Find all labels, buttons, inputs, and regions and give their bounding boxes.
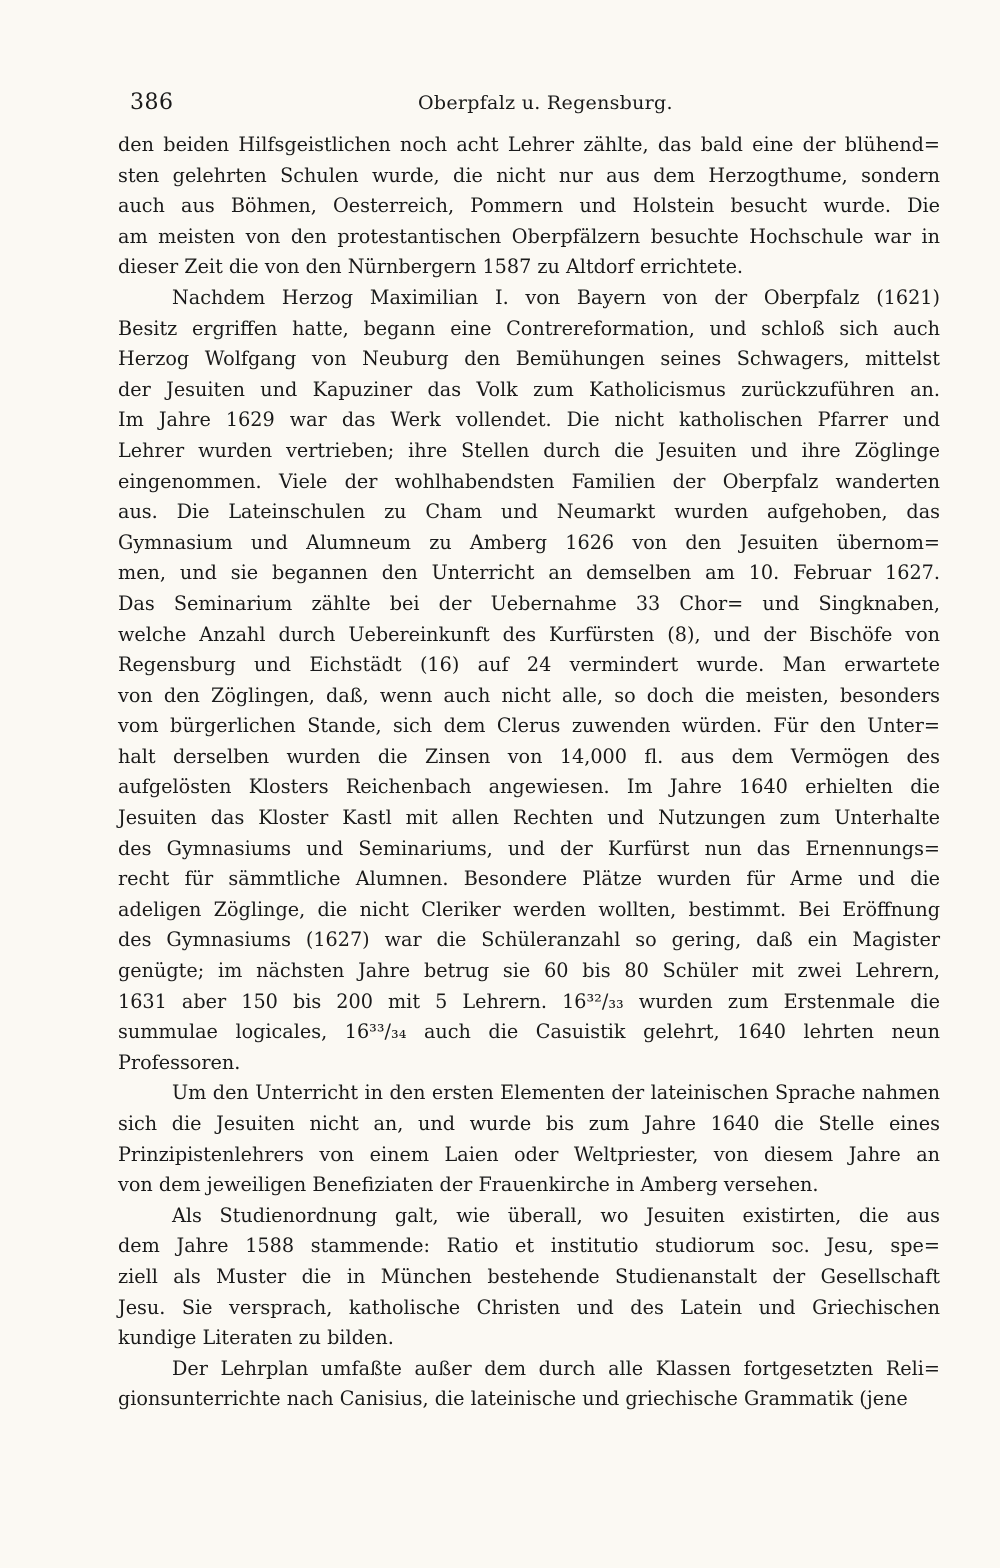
text-line: von dem jeweiligen Benefiziaten der Frauenkirche in Amberg versehen. [118, 1173, 819, 1197]
text-line: Professoren. [118, 1050, 241, 1074]
running-title: Oberpfalz u. Regensburg. [418, 92, 673, 114]
text-line: gionsunterrichte nach Canisius, die lateinische und griechische Grammatik (jene [118, 1387, 908, 1411]
text-line: sten gelehrten Schulen wurde, die nicht nur aus dem Herzogthume, sondern [118, 163, 940, 187]
text-line: Der Lehrplan umfaßte außer dem durch alle Klassen fortgesetzten Reli= [172, 1356, 940, 1380]
text-line: halt derselben wurden die Zinsen von 14,000 fl. aus dem Vermögen des [118, 744, 940, 768]
body-text [118, 130, 940, 1415]
text-line: Prinzipistenlehrers von einem Laien oder Weltpriester, von diesem Jahre an [118, 1142, 940, 1166]
paragraph [118, 1354, 940, 1415]
text-line: Im Jahre 1629 war das Werk vollendet. Die nicht katholischen Pfarrer und [118, 408, 940, 432]
text-line: Nachdem Herzog Maximilian I. von Bayern von der Oberpfalz (1621) [172, 285, 940, 309]
text-line: des Gymnasiums (1627) war die Schüleranzahl so gering, daß ein Magister [118, 928, 940, 952]
text-line: Das Seminarium zählte bei der Uebernahme 33 Chor= und Singknaben, [118, 591, 940, 615]
text-line: aufgelösten Klosters Reichenbach angewiesen. Im Jahre 1640 erhielten die [118, 775, 940, 799]
text-line: eingenommen. Viele der wohlhabendsten Familien der Oberpfalz wanderten [118, 469, 940, 493]
text-line: welche Anzahl durch Uebereinkunft des Kurfürsten (8), und der Bischöfe von [118, 622, 940, 646]
paragraph [118, 130, 940, 283]
text-line: adeligen Zöglinge, die nicht Cleriker werden wollten, bestimmt. Bei Eröffnung [118, 897, 940, 921]
paragraph [118, 1201, 940, 1354]
text-line: Lehrer wurden vertrieben; ihre Stellen durch die Jesuiten und ihre Zöglinge [118, 438, 940, 462]
text-line: vom bürgerlichen Stande, sich dem Clerus zuwenden würden. Für den Unter= [118, 714, 940, 738]
text-line: Jesuiten das Kloster Kastl mit allen Rechten und Nutzungen zum Unterhalte [118, 806, 940, 830]
text-line: ziell als Muster die in München bestehende Studienanstalt der Gesellschaft [118, 1264, 940, 1288]
text-line: genügte; im nächsten Jahre betrug sie 60 bis 80 Schüler mit zwei Lehrern, [118, 959, 940, 983]
text-line: am meisten von den protestantischen Oberpfälzern besuchte Hochschule war in [118, 224, 940, 248]
text-line: aus. Die Lateinschulen zu Cham und Neumarkt wurden aufgehoben, das [118, 500, 940, 524]
text-line: den beiden Hilfsgeistlichen noch acht Lehrer zählte, das bald eine der blühend= [118, 133, 940, 156]
text-line: recht für sämmtliche Alumnen. Besondere Plätze wurden für Arme und die [118, 867, 940, 891]
text-line: der Jesuiten und Kapuziner das Volk zum Katholicismus zurückzuführen an. [118, 377, 940, 401]
book-page [118, 88, 940, 1415]
text-line: Herzog Wolfgang von Neuburg den Bemühungen seines Schwagers, mittelst [118, 347, 940, 371]
text-line: 1631 aber 150 bis 200 mit 5 Lehrern. 16³²/₃₃ wurden zum Erstenmale die [118, 989, 940, 1013]
text-line: Als Studienordnung galt, wie überall, wo Jesuiten existirten, die aus [172, 1203, 940, 1227]
paragraph [118, 283, 940, 1078]
text-line: summulae logicales, 16³³/₃₄ auch die Casuistik gelehrt, 1640 lehrten neun [118, 1020, 940, 1044]
text-line: sich die Jesuiten nicht an, und wurde bis zum Jahre 1640 die Stelle eines [118, 1112, 940, 1135]
text-line: kundige Literaten zu bilden. [118, 1326, 394, 1350]
text-line: men, und sie begannen den Unterricht an demselben am 10. Februar 1627. [118, 561, 940, 585]
text-line: auch aus Böhmen, Oesterreich, Pommern und Holstein besucht wurde. Die [118, 194, 940, 218]
page-header [118, 88, 940, 124]
text-line: Um den Unterricht in den ersten Elementen der lateinischen Sprache nahmen [172, 1081, 940, 1105]
text-line: Regensburg und Eichstädt (16) auf 24 vermindert wurde. Man erwartete [118, 653, 940, 677]
text-line: Gymnasium und Alumneum zu Amberg 1626 von den Jesuiten übernom= [118, 530, 940, 554]
text-line: dieser Zeit die von den Nürnbergern 1587 zu Altdorf errichtete. [118, 255, 744, 279]
text-line: dem Jahre 1588 stammende: Ratio et institutio studiorum soc. Jesu, spe= [118, 1234, 940, 1258]
text-line: des Gymnasiums und Seminariums, und der Kurfürst nun das Ernennungs= [118, 836, 940, 860]
paragraph [118, 1078, 940, 1200]
text-line: von den Zöglingen, daß, wenn auch nicht alle, so doch die meisten, besonders [118, 683, 940, 707]
page-number: 386 [130, 90, 174, 115]
text-line: Besitz ergriffen hatte, begann eine Contrereformation, und schloß sich auch [118, 316, 940, 340]
text-line: Jesu. Sie versprach, katholische Christen und des Latein und Griechischen [118, 1295, 940, 1319]
